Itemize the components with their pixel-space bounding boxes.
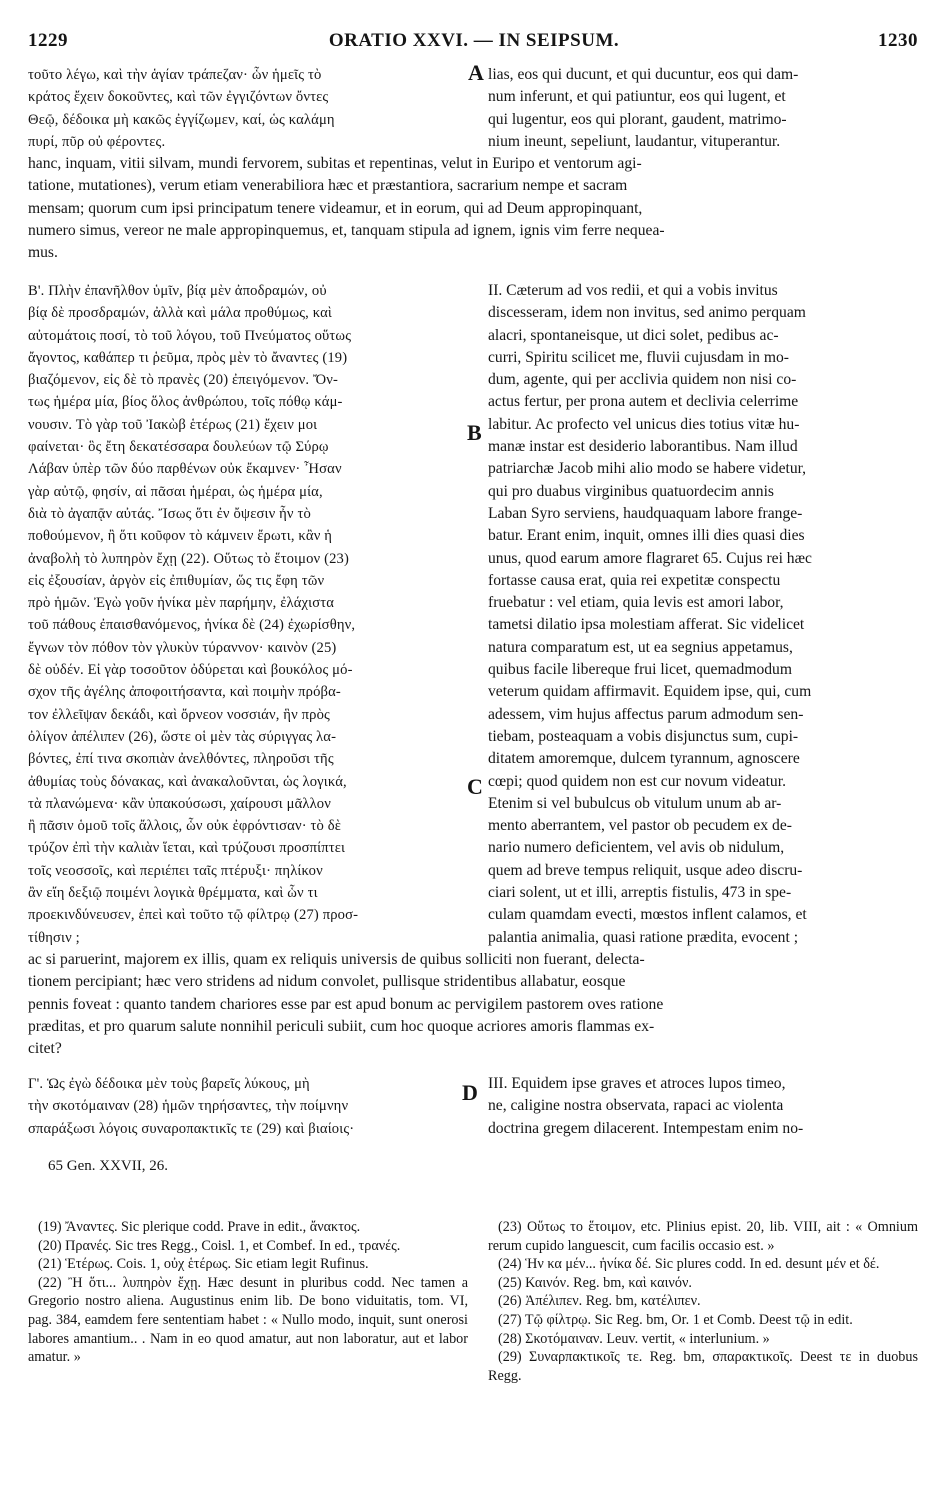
- text-line: curri, Spiritu scilicet me, fluvii cujusdam in mo-: [488, 348, 789, 366]
- footnotes-left: [28, 1218, 468, 1367]
- text-line: qui lugentur, eos qui plorant, gaudent, matrimo-: [488, 110, 787, 128]
- text-line: τὰ πλανώμενα· κἂν ὑπακούσωσι, χαίρουσι μᾶλλον: [28, 795, 332, 812]
- text-line: αὐτομάτοις ποσί, τὸ τοῦ λόγου, τοῦ Πνεύματος οὕτως: [28, 327, 352, 344]
- text-line: ἔγνων τὸν πόθον τὸν γλυκὺν τύραννον· καινὸν (25): [28, 639, 337, 656]
- footnotes-right: [488, 1218, 918, 1385]
- text-line: qui pro duabus virginibus quatuordecim annis: [488, 482, 774, 500]
- text-line: lias, eos qui ducunt, et qui ducuntur, eos qui dam-: [488, 66, 799, 83]
- text-line: νουσιν. Τὸ γὰρ τοῦ Ἰακὼβ ἑτέρως (21) ἔχειν μοι: [28, 416, 318, 433]
- section2-latin: [488, 280, 918, 949]
- text-line: cœpi; quod quidem non est cur novum videatur.: [488, 772, 786, 790]
- text-line: ἀθυμίας τοὺς δόνακας, καὶ ἀνακαλοῦνται, ὡς λογικά,: [28, 773, 347, 790]
- text-line: doctrina gregem dilacerent. Intempestam enim no-: [488, 1119, 804, 1137]
- text-line: σπαράξωσι λόγοις συναροπακτικῖς τε (29) καὶ βιαίοις·: [28, 1120, 355, 1137]
- footnote: (23) Οὕτως το ἕτοιμον, etc. Plinius epist. 20, lib. VIII, ait : « Omnium rerum cupido languescit, cum facilis occasio est. »: [488, 1219, 918, 1254]
- footnote: (27) Τῷ φίλτρῳ. Sic Reg. bm, Or. 1 et Comb. Deest τῷ in edit.: [498, 1311, 853, 1328]
- section3-latin: [488, 1073, 918, 1140]
- scripture-reference: 65 Gen. XXVII, 26.: [48, 1158, 168, 1174]
- section2-greek: [28, 280, 468, 949]
- section3-greek: [28, 1073, 468, 1140]
- text-line: alacri, spontaneisque, ut dici solet, pedibus ac-: [488, 326, 779, 344]
- margin-letter-a: A: [468, 60, 484, 85]
- section1-latin-full: [28, 153, 918, 264]
- text-line: tatione, mutationes), verum etiam venerabiliora hæc et præstantiora, sacrarium nempe et sacram: [28, 177, 628, 195]
- footnote: (22) Ἢ ὅτι... λυπηρὸν ἔχῃ. Hæc desunt in pluribus codd. Nec tamen a Gregorio nostro aliena. Augustinus enim lib. De bono viduitatis, tom. VI, pag. 384, eamdem fere sententiam habet : « Nullo modo, inquit, sunt onerosi labores amantium.. . Nam in eo quod amatur, aut non laboratur, aut et labor amatur. »: [28, 1274, 468, 1366]
- text-line: διὰ τὸ ἀγαπᾷν αὐτάς. Ἴσως ὅτι ἐν ὄψεσιν ἦν τὸ: [28, 505, 311, 522]
- text-line: τὴν σκοτόμαιναν (28) ἡμῶν τηρήσαντες, τὴν ποίμνην: [28, 1098, 349, 1115]
- running-title: ORATIO XXVI. — IN SEIPSUM.: [328, 30, 620, 51]
- footnote: (26) Ἀπέλιπεν. Reg. bm, κατέλιπεν.: [498, 1293, 701, 1310]
- text-line: βιαζόμενον, εἰς δὲ τὸ πρανὲς (20) ἐπειγόμενον. Ὄν-: [28, 372, 339, 389]
- text-line: discesseram, idem non invitus, sed animo perquam: [488, 304, 806, 322]
- text-line: II. Cæterum ad vos redii, et qui a vobis invitus: [488, 282, 778, 299]
- text-line: citet?: [28, 1040, 62, 1058]
- right-page-number: 1230: [878, 30, 918, 51]
- text-line: ὀλίγον ἀπέλιπεν (26), ὥστε οἱ μὲν τὰς σύριγγας λα-: [28, 728, 337, 745]
- text-line: mus.: [28, 244, 58, 262]
- text-line: tametsi dilatio ipsa molestiam afferat. Sic videlicet: [488, 616, 805, 634]
- text-line: ἢ πᾶσιν ὁμοῦ τοῖς ἄλλοις, ὧν οὐκ ἐφρόντισαν· τὸ δὲ: [28, 818, 342, 835]
- text-line: πυρί, πῦρ οὐ φέροντες.: [28, 133, 166, 150]
- footnote: (21) Ἑτέρως. Cois. 1, οὐχ ἑτέρως. Sic etiam legit Rufinus.: [38, 1256, 369, 1273]
- footnote: (19) Ἄναντες. Sic plerique codd. Prave in edit., ἄνακτος.: [38, 1219, 361, 1235]
- text-line: præditas, et pro quarum salute nonnihil periculi subiit, cum hoc quoque acriores amoris flammas ex-: [28, 1017, 655, 1035]
- text-line: σχον τῆς ἀγέλης ἀποφοιτήσαντα, καὶ ποιμὴν πρόβα-: [28, 684, 341, 701]
- text-line: mensam; quorum cum ipsi principatum tenere videamur, et in eorum, qui ad Deum appropinquant,: [28, 199, 643, 217]
- text-line: manæ instar est desiderio laborantibus. Nam illud: [488, 438, 798, 456]
- text-line: ciari solent, ut et illi, arreptis fistulis, 473 in spe-: [488, 884, 792, 902]
- text-line: τίθησιν ;: [28, 929, 80, 946]
- section1-latin: [488, 64, 918, 153]
- text-line: ἄγοντος, καθάπερ τι ῥεῦμα, πρὸς μὲν τὸ ἄναντες (19): [28, 349, 348, 366]
- text-line: dum, agente, qui per acclivia quidem non nisi co-: [488, 371, 797, 389]
- text-line: πρὸ ἡμῶν. Ἐγὼ γοῦν ἡνίκα μὲν παρήμην, ἐλάχιστα: [28, 595, 335, 612]
- text-line: mento aberrantem, vel pastor ob pecudem ex de-: [488, 817, 792, 835]
- text-line: φαίνεται· ὃς ἔτη δεκατέσσαρα δουλεύων τῷ Σύρῳ: [28, 439, 329, 456]
- margin-letter-b: B: [467, 420, 482, 445]
- text-line: Laban Syro serviens, haudquaquam labore frange-: [488, 504, 803, 522]
- text-line: ἂν εἴη δεξιῷ ποιμένι λογικὰ θρέμματα, καὶ ὧν τι: [28, 885, 318, 902]
- text-line: actus fertur, per prona autem et declivia celerrime: [488, 393, 799, 411]
- text-line: βόντες, ἐπί τινα σκοπιὰν ἀνελθόντες, πληροῦσι τῆς: [28, 751, 334, 768]
- section1-greek: [28, 64, 468, 153]
- text-line: III. Equidem ipse graves et atroces lupos timeo,: [488, 1075, 786, 1092]
- text-line: ac si paruerint, majorem ex illis, quam ex reliquis universis de quibus solliciti non fuerant, delecta-: [28, 951, 645, 968]
- text-line: Β'. Πλὴν ἐπανῆλθον ὑμῖν, βίᾳ μὲν ἀποδραμών, οὐ: [28, 283, 327, 299]
- text-line: tiebam, posteaquam a vobis disjunctus sum, cupi-: [488, 727, 799, 745]
- text-line: numero simus, vereor ne male appropinquemus, et, tanquam stipula ad ignem, ignis vim ferre nequea-: [28, 221, 665, 239]
- text-line: veterum quidam affirmavit. Equidem ipse, qui, cum: [488, 683, 812, 701]
- text-line: adessem, vim hujus affectus parum admodum sen-: [488, 705, 804, 723]
- text-line: δὲ οὐδέν. Εἰ γὰρ τοσοῦτον ὀδύρεται καὶ βουκόλος μό-: [28, 662, 353, 679]
- text-line: Γ'. Ὡς ἐγὼ δέδοικα μὲν τοὺς βαρεῖς λύκους, μὴ: [28, 1076, 310, 1092]
- text-line: nario numero deficientem, vel avis ob nidulum,: [488, 839, 785, 857]
- text-line: τοῦτο λέγω, καὶ τὴν ἁγίαν τράπεζαν· ὧν ἡμεῖς τὸ: [28, 67, 322, 83]
- margin-letter-d: D: [462, 1080, 478, 1105]
- text-line: τρύζον ἐπὶ τὴν καλιὰν ἵεται, καὶ τρύζουσι προσπίπτει: [28, 840, 346, 857]
- text-line: tionem percipiant; hæc vero stridens ad nidum convolet, pullisque stridentibus allabatur, eosque: [28, 973, 626, 991]
- text-line: προεκινδύνευσεν, ἐπεὶ καὶ τοῦτο τῷ φίλτρῳ (27) προσ-: [28, 907, 359, 924]
- text-line: quem ad breve tempus reliquit, usque adeo discru-: [488, 861, 803, 879]
- text-line: γὰρ αὐτῷ, φησίν, αἱ πᾶσαι ἡμέραι, ὡς ἡμέρα μία,: [28, 483, 323, 500]
- text-line: τοῖς νεοσσοῖς, καὶ περιέπει ταῖς πτέρυξι· πηλίκον: [28, 862, 323, 879]
- text-line: culam quamdam evecti, mœstos inflent calamos, et: [488, 906, 807, 924]
- text-line: Etenim si vel bubulcus ob vitulum unum ab ar-: [488, 794, 782, 812]
- text-line: τοῦ πάθους ἐπαισθανόμενος, ἡνίκα δὲ (24) ἐχωρίσθην,: [28, 617, 356, 634]
- footnote: (28) Σκοτόμαιναν. Leuv. vertit, « interlunium. »: [498, 1330, 770, 1347]
- text-line: ne, caligine nostra observata, rapaci ac violenta: [488, 1097, 784, 1115]
- text-line: batur. Erant enim, inquit, omnes illi dies quasi dies: [488, 527, 805, 545]
- text-line: Θεῷ, δέδοικα μὴ κακῶς ἐγγίζωμεν, καί, ὡς καλάμη: [28, 111, 335, 128]
- footnote: (29) Συναρπακτικοῖς τε. Reg. bm, σπαρακτικοῖς. Deest τε in duobus Regg.: [488, 1349, 918, 1384]
- text-line: nium ineunt, sepeliunt, laudantur, vituperantur.: [488, 132, 781, 150]
- text-line: num inferunt, et qui patiuntur, eos qui lugent, et: [488, 88, 786, 106]
- text-line: fruebatur : vel etiam, quia levis est amori labor,: [488, 594, 784, 612]
- text-line: βίᾳ δὲ προσδραμών, ἀλλὰ καὶ μάλα προθύμως, καὶ: [28, 305, 332, 322]
- text-line: pennis foveat : quanto tandem chariores esse par est apud bonum ac pervigilem pastorem oves ratione: [28, 995, 664, 1013]
- text-line: κράτος ἔχειν δοκοῦντες, καὶ τῶν ἐγγιζόντων ὄντες: [28, 89, 329, 106]
- text-line: Λάβαν ὑπὲρ τῶν δύο παρθένων οὐκ ἔκαμνεν· Ἦσαν: [28, 461, 342, 478]
- footnote: (25) Καινόν. Reg. bm, καὶ καινόν.: [498, 1274, 692, 1291]
- footnote: (24) Ἡν κα μέν... ἡνίκα δέ. Sic plures codd. In ed. desunt μέν et δέ.: [498, 1256, 880, 1273]
- text-line: ἀναβολὴ τὸ λυπηρὸν ἔχῃ (22). Οὕτως τὸ ἕτοιμον (23): [28, 550, 350, 567]
- text-line: εἰς ἐξουσίαν, ἀργὸν εἰς ἐπιθυμίαν, ὥς τις ἔφη τῶν: [28, 572, 325, 589]
- text-line: τως ἡμέρα μία, βίος ὅλος ἀνθρώπου, τοῖς πόθῳ κάμ-: [28, 394, 343, 411]
- text-line: patriarchæ Jacob mihi alio modo se habere videtur,: [488, 460, 807, 478]
- text-line: ποθούμενον, ἢ ὅτι κοῦφον τὸ κάμνειν ἔρωτι, κἂν ἡ: [28, 528, 333, 545]
- left-page-number: 1229: [28, 30, 68, 51]
- text-line: hanc, inquam, vitii silvam, mundi fervorem, subitas et repentinas, velut in Euripo et ventorum agi-: [28, 155, 642, 172]
- text-line: labitur. Ac profecto vel unicus dies totius vitæ hu-: [488, 415, 800, 433]
- text-line: fortasse causa erat, quia rei expetitæ conspectu: [488, 571, 781, 589]
- text-line: natura comparatum est, ut ea segnius appetamus,: [488, 638, 793, 656]
- text-line: unus, quod earum amore flagraret 65. Cujus rei hæc: [488, 549, 812, 567]
- text-line: τον ἐλλεῖψαν δεκάδι, καὶ ὄρνεον νοσσιάν, ἣν πρὸς: [28, 706, 330, 723]
- margin-letter-c: C: [467, 774, 483, 799]
- text-line: palantia animalia, quasi ratione prædita, evocent ;: [488, 928, 799, 946]
- section2-latin-full: [28, 949, 918, 1060]
- text-line: quibus facile libereque frui licet, quemadmodum: [488, 661, 792, 679]
- text-line: ditatem amoremque, dulcem tyrannum, agnoscere: [488, 750, 800, 768]
- footnote: (20) Πρανές. Sic tres Regg., Coisl. 1, et Combef. In ed., τρανές.: [38, 1237, 401, 1254]
